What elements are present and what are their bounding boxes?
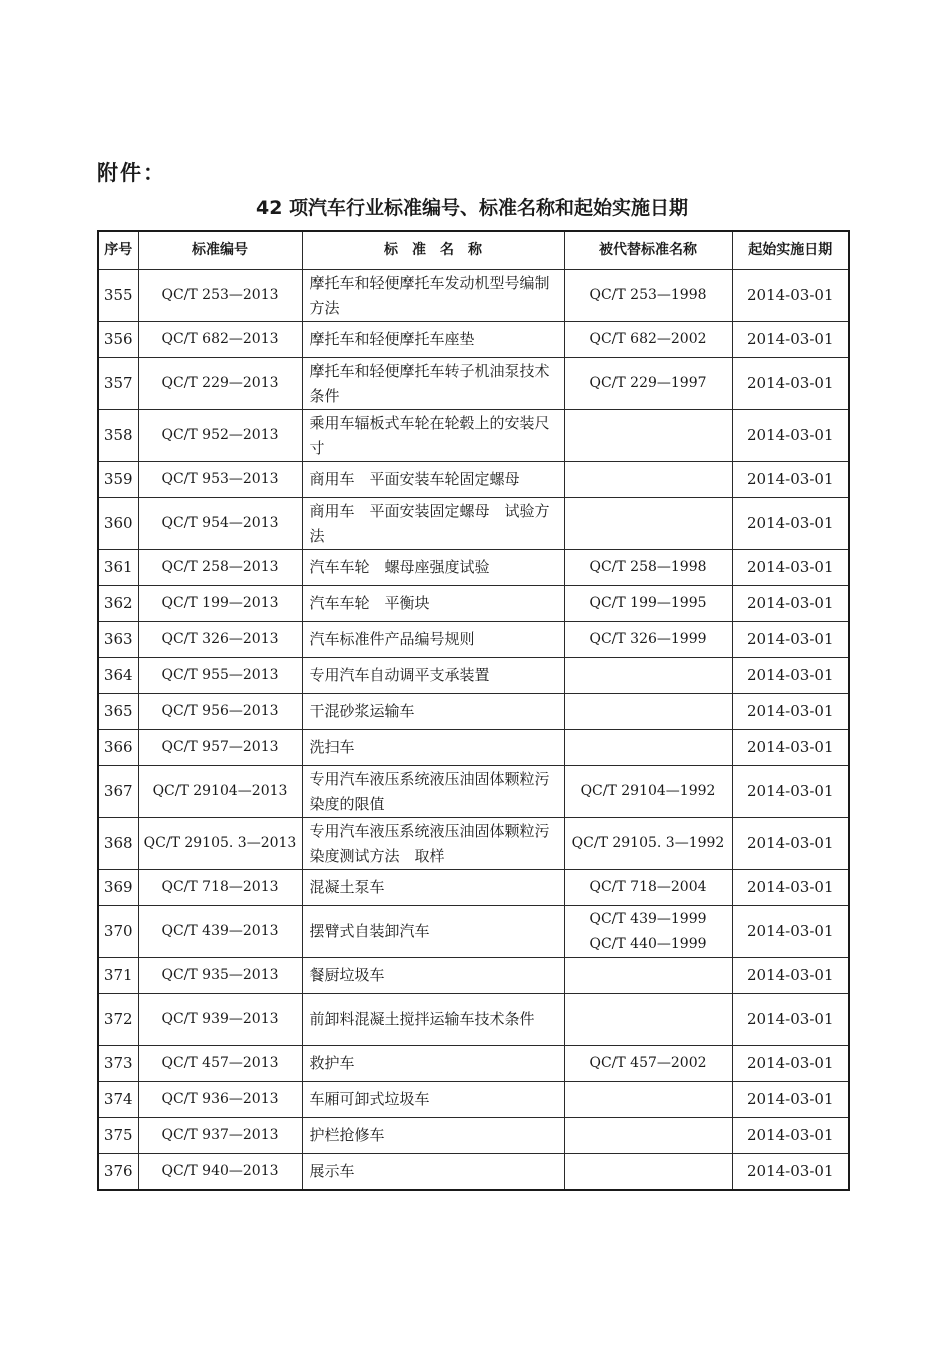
cell-name: 干混砂浆运输车 [302, 694, 564, 730]
cell-seq: 365 [98, 694, 138, 730]
cell-replaced [564, 766, 732, 818]
cell-replaced [564, 730, 732, 766]
table-row [98, 622, 849, 658]
cell-code: QC/T 29105. 3—2013 [138, 818, 302, 870]
cell-replaced [564, 1082, 732, 1118]
cell-replaced [564, 358, 732, 410]
document-title: 42 项汽车行业标准编号、标准名称和起始实施日期 [255, 197, 689, 219]
cell-date: 2014-03-01 [732, 694, 849, 730]
header-date: 起始实施日期 [732, 231, 849, 270]
cell-code: QC/T 935—2013 [138, 958, 302, 994]
table-row [98, 1154, 849, 1190]
cell-date: 2014-03-01 [732, 906, 849, 958]
cell-code: QC/T 952—2013 [138, 410, 302, 462]
cell-code: QC/T 457—2013 [138, 1046, 302, 1082]
cell-date: 2014-03-01 [732, 1154, 849, 1190]
replaced-standard: QC/T 229—1997 [589, 375, 707, 391]
cell-name: 商用车 平面安装车轮固定螺母 [302, 462, 564, 498]
cell-date: 2014-03-01 [732, 958, 849, 994]
cell-name: 摩托车和轻便摩托车座垫 [302, 322, 564, 358]
cell-date: 2014-03-01 [732, 1082, 849, 1118]
cell-code: QC/T 253—2013 [138, 270, 302, 322]
cell-code: QC/T 326—2013 [138, 622, 302, 658]
cell-seq: 375 [98, 1118, 138, 1154]
table-row [98, 1118, 849, 1154]
cell-code: QC/T 939—2013 [138, 994, 302, 1046]
cell-seq: 355 [98, 270, 138, 322]
cell-code: QC/T 29104—2013 [138, 766, 302, 818]
table-row [98, 694, 849, 730]
cell-code: QC/T 718—2013 [138, 870, 302, 906]
cell-replaced [564, 958, 732, 994]
cell-name: 乘用车辐板式车轮在轮毂上的安装尺寸 [302, 410, 564, 462]
cell-date: 2014-03-01 [732, 1118, 849, 1154]
cell-date: 2014-03-01 [732, 358, 849, 410]
cell-seq: 359 [98, 462, 138, 498]
cell-date: 2014-03-01 [732, 550, 849, 586]
cell-seq: 368 [98, 818, 138, 870]
cell-name: 摩托车和轻便摩托车发动机型号编制方法 [302, 270, 564, 322]
cell-name: 专用汽车液压系统液压油固体颗粒污染度测试方法 取样 [302, 818, 564, 870]
cell-seq: 364 [98, 658, 138, 694]
replaced-standard: QC/T 29104—1992 [580, 783, 716, 799]
cell-seq: 360 [98, 498, 138, 550]
table-row [98, 1082, 849, 1118]
replaced-standard: QC/T 440—1999 [589, 935, 707, 952]
table-row [98, 818, 849, 870]
table-row [98, 410, 849, 462]
cell-seq: 363 [98, 622, 138, 658]
cell-date: 2014-03-01 [732, 994, 849, 1046]
attachment-label: 附件： [97, 161, 166, 185]
cell-replaced [564, 994, 732, 1046]
cell-code: QC/T 439—2013 [138, 906, 302, 958]
cell-date: 2014-03-01 [732, 818, 849, 870]
cell-replaced [564, 410, 732, 462]
cell-replaced [564, 622, 732, 658]
replaced-standard: QC/T 682—2002 [589, 331, 707, 347]
header-replaced: 被代替标准名称 [564, 231, 732, 270]
table-row [98, 958, 849, 994]
cell-name: 前卸料混凝土搅拌运输车技术条件 [302, 994, 564, 1046]
cell-seq: 366 [98, 730, 138, 766]
cell-code: QC/T 940—2013 [138, 1154, 302, 1190]
cell-seq: 356 [98, 322, 138, 358]
table-row [98, 270, 849, 322]
cell-seq: 371 [98, 958, 138, 994]
cell-replaced [564, 1046, 732, 1082]
cell-code: QC/T 955—2013 [138, 658, 302, 694]
cell-code: QC/T 953—2013 [138, 462, 302, 498]
header-seq: 序号 [98, 231, 138, 270]
cell-replaced [564, 658, 732, 694]
standards-table [97, 230, 850, 1191]
cell-date: 2014-03-01 [732, 322, 849, 358]
cell-code: QC/T 682—2013 [138, 322, 302, 358]
cell-seq: 357 [98, 358, 138, 410]
cell-replaced [564, 906, 732, 958]
cell-date: 2014-03-01 [732, 622, 849, 658]
table-row [98, 658, 849, 694]
replaced-standard: QC/T 457—2002 [589, 1055, 707, 1071]
cell-name: 汽车车轮 平衡块 [302, 586, 564, 622]
cell-code: QC/T 937—2013 [138, 1118, 302, 1154]
cell-date: 2014-03-01 [732, 766, 849, 818]
cell-seq: 369 [98, 870, 138, 906]
cell-date: 2014-03-01 [732, 270, 849, 322]
replaced-standard: QC/T 439—1999 [589, 910, 707, 927]
cell-name: 救护车 [302, 1046, 564, 1082]
table-row [98, 906, 849, 958]
cell-replaced [564, 550, 732, 586]
cell-seq: 361 [98, 550, 138, 586]
cell-name: 护栏抢修车 [302, 1118, 564, 1154]
cell-seq: 374 [98, 1082, 138, 1118]
cell-seq: 376 [98, 1154, 138, 1190]
cell-date: 2014-03-01 [732, 730, 849, 766]
table-header-row [98, 231, 849, 270]
cell-replaced [564, 322, 732, 358]
header-code: 标准编号 [138, 231, 302, 270]
cell-date: 2014-03-01 [732, 586, 849, 622]
cell-name: 展示车 [302, 1154, 564, 1190]
cell-code: QC/T 957—2013 [138, 730, 302, 766]
cell-name: 商用车 平面安装固定螺母 试验方法 [302, 498, 564, 550]
cell-date: 2014-03-01 [732, 1046, 849, 1082]
cell-code: QC/T 936—2013 [138, 1082, 302, 1118]
cell-name: 专用汽车自动调平支承装置 [302, 658, 564, 694]
cell-date: 2014-03-01 [732, 498, 849, 550]
header-name: 标 准 名 称 [302, 231, 564, 270]
cell-name: 摆臂式自装卸汽车 [302, 906, 564, 958]
cell-replaced [564, 818, 732, 870]
table-row [98, 870, 849, 906]
cell-replaced [564, 694, 732, 730]
cell-code: QC/T 229—2013 [138, 358, 302, 410]
replaced-standard: QC/T 253—1998 [589, 287, 707, 303]
table-row [98, 322, 849, 358]
table-row [98, 766, 849, 818]
cell-name: 车厢可卸式垃圾车 [302, 1082, 564, 1118]
cell-seq: 367 [98, 766, 138, 818]
cell-seq: 358 [98, 410, 138, 462]
cell-replaced [564, 498, 732, 550]
cell-seq: 372 [98, 994, 138, 1046]
replaced-standard: QC/T 199—1995 [589, 595, 707, 611]
cell-name: 餐厨垃圾车 [302, 958, 564, 994]
table-row [98, 498, 849, 550]
table-row [98, 358, 849, 410]
table-row [98, 1046, 849, 1082]
cell-seq: 373 [98, 1046, 138, 1082]
cell-replaced [564, 586, 732, 622]
cell-replaced [564, 462, 732, 498]
cell-replaced [564, 1154, 732, 1190]
cell-code: QC/T 258—2013 [138, 550, 302, 586]
cell-date: 2014-03-01 [732, 658, 849, 694]
cell-name: 汽车标准件产品编号规则 [302, 622, 564, 658]
cell-date: 2014-03-01 [732, 870, 849, 906]
cell-replaced [564, 870, 732, 906]
cell-seq: 362 [98, 586, 138, 622]
table-row [98, 462, 849, 498]
cell-name: 洗扫车 [302, 730, 564, 766]
replaced-standard: QC/T 326—1999 [589, 631, 707, 647]
table-row [98, 994, 849, 1046]
replaced-standard: QC/T 29105. 3—1992 [571, 835, 725, 851]
cell-name: 摩托车和轻便摩托车转子机油泵技术条件 [302, 358, 564, 410]
cell-name: 汽车车轮 螺母座强度试验 [302, 550, 564, 586]
replaced-standard: QC/T 258—1998 [589, 559, 707, 575]
cell-name: 专用汽车液压系统液压油固体颗粒污染度的限值 [302, 766, 564, 818]
cell-name: 混凝土泵车 [302, 870, 564, 906]
replaced-standard: QC/T 718—2004 [589, 879, 707, 895]
cell-code: QC/T 954—2013 [138, 498, 302, 550]
cell-replaced [564, 1118, 732, 1154]
table-body [98, 270, 849, 1190]
cell-code: QC/T 199—2013 [138, 586, 302, 622]
cell-code: QC/T 956—2013 [138, 694, 302, 730]
cell-replaced [564, 270, 732, 322]
table-row [98, 730, 849, 766]
cell-date: 2014-03-01 [732, 410, 849, 462]
table-row [98, 550, 849, 586]
table-row [98, 586, 849, 622]
cell-date: 2014-03-01 [732, 462, 849, 498]
cell-seq: 370 [98, 906, 138, 958]
